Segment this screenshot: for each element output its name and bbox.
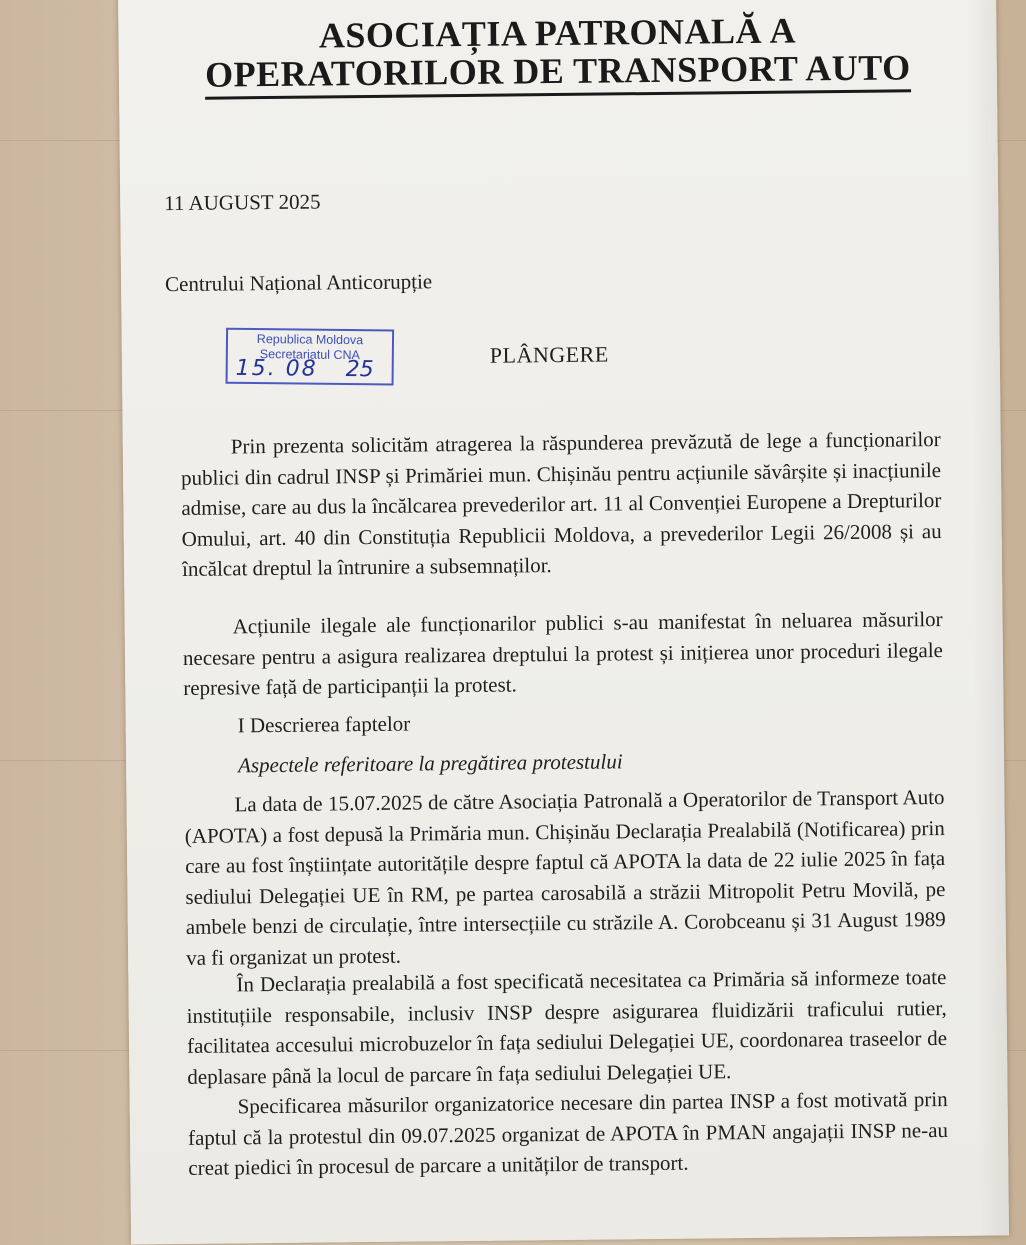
paragraph-5: Specificarea măsurilor organizatorice necesare din partea INSP a fost motivată prin faptul că la protestul din 09.07.2025 organizat de APOTA în PMAN angajații INSP ne-au creat piedici în procesul de parcare a unităților de transport.: [187, 1086, 949, 1180]
stamp-handwritten-date: 15. 08: [235, 355, 318, 382]
paragraph-2: Acțiunile ilegale ale funcționarilor publici s-au manifestat în neluarea măsurilor necesare pentru a asigura realizarea dreptului la protest și inițierea unor proceduri ilegale represive față de participanții la protest.: [182, 606, 944, 700]
letterhead-line-2: [119, 45, 997, 96]
registration-stamp: [226, 328, 395, 386]
page-shadow: [966, 0, 1009, 1236]
stamp-handwritten-year: 25: [345, 356, 374, 383]
paragraph-4: În Declarația prealabilă a fost specificată necesitatea ca Primăria să informeze toate instituțiile responsabile, inclusiv INSP despre asigurarea fluidizării traficului rutier, facilitatea accesului microbuzelor în fața sediului Delegației UE, coordonarea traseelor de deplasare până la locul de parcare în fața sediului Delegației UE.: [186, 964, 948, 1089]
document-title: PLÂNGERE: [489, 341, 609, 368]
subsection-heading: Aspectele referitoare la pregătirea protestului: [237, 749, 623, 778]
recipient: Centrului Național Anticorupție: [164, 269, 433, 297]
paragraph-1: Prin prezenta solicităm atragerea la răspunderea prevăzută de lege a funcționarilor publici din cadrul INSP și Primăriei mun. Chișinău pentru acțiunile săvârșite și inacțiunile admise, care au dus la încălcarea prevederilor art. 11 al Convenției Europene a Drepturilor Omului, art. 40 din Constituția Republicii Moldova, a prevederilor Legii 26/2008 și au încălcat dreptul la întrunire a subsemnaților.: [180, 427, 942, 581]
stamp-line-2: Secretariatul CNA: [259, 347, 360, 363]
stamp-line-1: Republica Moldova: [256, 332, 364, 348]
document-page: [118, 0, 1009, 1245]
paragraph-3: La data de 15.07.2025 de către Asociația Patronală a Operatorilor de Transport Auto (APOTA) a fost depusă la Primăria mun. Chișinău Declarația Prealabilă (Notificarea) prin care au fost înștiințate autoritățile despre faptul că APOTA la data de 22 iulie 2025 în fața sediului Delegației UE în RM, pe partea carosabilă a străzii Mitropolit Petru Movilă, pe ambele benzi de circulație, între intersecțiile cu străzile A. Corobceanu și 31 August 1989 va fi organizat un protest.: [184, 784, 946, 970]
letterhead-line-2-text: OPERATORILOR DE TRANSPORT AUTO: [205, 47, 911, 99]
document-date: 11 AUGUST 2025: [164, 189, 321, 216]
section-heading: I Descrierea faptelor: [237, 711, 411, 738]
letterhead-line-1: ASOCIAȚIA PATRONALĂ A: [318, 10, 797, 56]
